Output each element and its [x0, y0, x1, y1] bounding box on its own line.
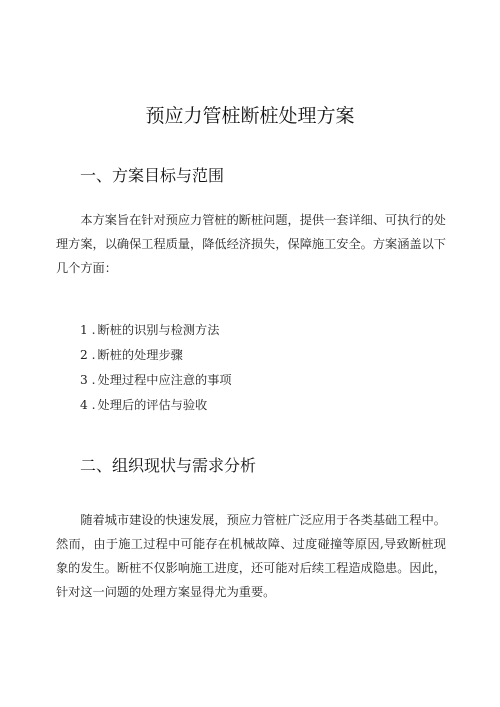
- document-title: 预应力管桩断桩处理方案: [145, 105, 355, 127]
- list-item-text: 处理过程中应注意的事项: [97, 373, 232, 387]
- section-paragraph-analysis: 随着城市建设的快速发展，预应力管桩广泛应用于各类基础工程中。然而，由于施工过程中可能存在机械故障、过度碰撞等原因,导致断桩现象的发生。断桩不仅影响施工进度，还可能对后续工程造成隐患。因此，针对这一问题的处理方案显得尤为重要。: [56, 513, 446, 599]
- list-item: [80, 393, 232, 418]
- list-item-number: 4 .: [80, 398, 96, 412]
- list-item-text: 断桩的处理步骤: [97, 348, 183, 362]
- list-item: [80, 318, 232, 343]
- list-item-number: 1 .: [80, 323, 96, 337]
- list-item-number: 3 .: [80, 373, 96, 387]
- section-heading-goals: 一、方案目标与范围: [80, 166, 225, 185]
- list-item: [80, 343, 232, 368]
- section-heading-analysis: 二、组织现状与需求分析: [80, 456, 257, 475]
- list-item: [80, 368, 232, 393]
- scope-list: [80, 318, 232, 418]
- section-paragraph-goals: 本方案旨在针对预应力管桩的断桩问题，提供一套详细、可执行的处理方案，以确保工程质量，降低经济损失，保障施工安全。方案涵盖以下几个方面：: [56, 213, 446, 275]
- list-item-text: 断桩的识别与检测方法: [97, 323, 220, 337]
- list-item-text: 处理后的评估与验收: [97, 398, 208, 412]
- list-item-number: 2 .: [80, 348, 96, 362]
